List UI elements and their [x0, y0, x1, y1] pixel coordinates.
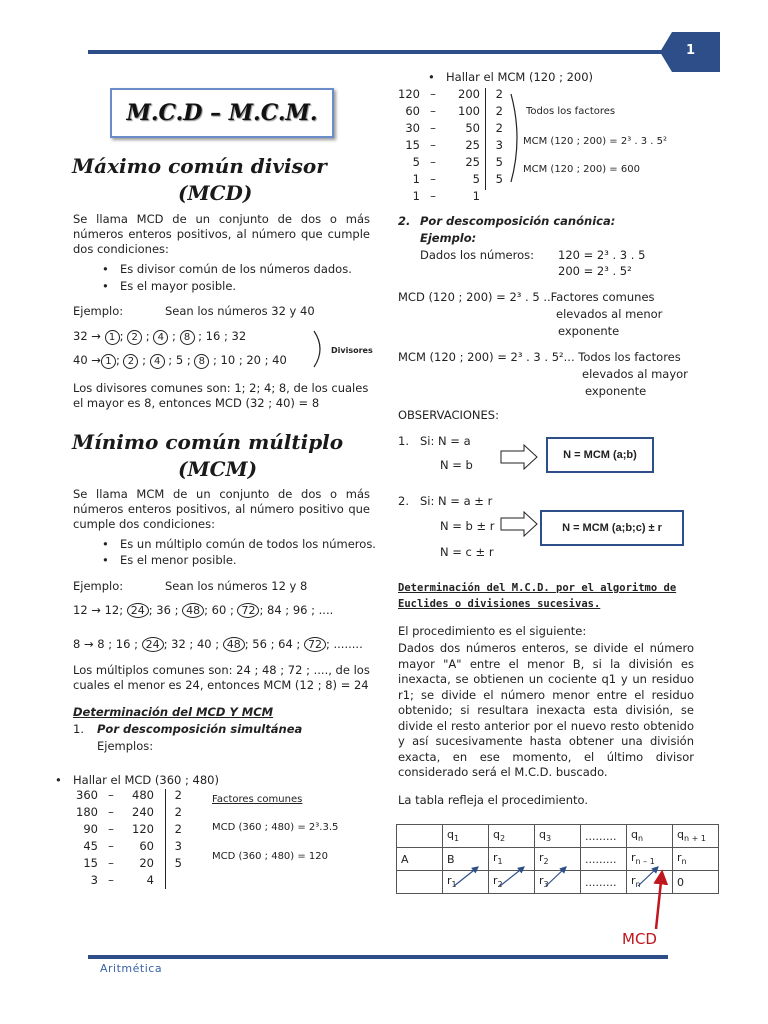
row-label-12: 12 — [73, 603, 88, 617]
obs-1-number: 1. — [398, 434, 409, 448]
example-label-2: Ejemplo: — [73, 579, 124, 593]
mcm-table-col1: 120 60 30 15 5 1 1 — [398, 87, 420, 203]
mcm-heading: Mínimo común múltiplo — [72, 430, 344, 454]
obs-2-number: 2. — [398, 494, 409, 508]
example-label-1: Ejemplo: — [73, 304, 124, 318]
common-multiples-text: Los múltiplos comunes son: 24 ; 48 ; 72 ; ...., de los cuales el menor es 24, entonces MCM (12 ; 8) = 24 — [73, 663, 370, 692]
mcm-table-divider — [485, 88, 486, 190]
mcd-canonical-2: elevados al menor — [556, 307, 663, 321]
divisors-row-40: 40 → 1 ; 2 ; 4 ; 5 ; 8 ; 10 ; 20 ; 40 — [73, 353, 287, 367]
page-number: 1 — [686, 43, 696, 58]
example-text-1: Sean los números 32 y 40 — [165, 304, 315, 318]
mcm-condition-1: • Es un múltiplo común de todos los números. — [120, 537, 376, 552]
common-divisors-text: Los divisores comunes son: 1; 2; 4; 8, de los cuales el mayor es 8, entonces MCD (32 ; 40) = 8 — [73, 381, 369, 410]
mcm-canonical-3: exponente — [585, 384, 647, 398]
given-numbers-label: Dados los números: — [420, 248, 534, 262]
mcm-brace — [509, 92, 523, 184]
method-2-example: Ejemplo: — [420, 231, 477, 245]
example-text-2: Sean los números 12 y 8 — [165, 579, 308, 593]
mcd-table-dashes: – – – – – – — [108, 788, 114, 887]
divisors-label: Divisores — [331, 346, 373, 355]
divisors-brace — [312, 329, 330, 369]
mcd-canonical-3: exponente — [558, 324, 620, 338]
all-factors-label: Todos los factores — [526, 106, 616, 117]
mcd-table-divisors: 2 2 2 3 5 — [174, 788, 182, 870]
method-2-title: Por descomposición canónica: — [420, 214, 616, 228]
obs-1-line-b: N = b — [440, 458, 473, 472]
mcm-condition-2: • Es el menor posible. — [120, 553, 237, 568]
mcd-definition: Se llama MCD de un conjunto de dos o más números enteros positivos, al número que cumple dos condiciones: — [73, 212, 370, 256]
observations-heading: OBSERVACIONES: — [398, 408, 499, 422]
find-mcm-title: • Hallar el MCM (120 ; 200) — [446, 70, 593, 85]
multiples-row-8: 8 → 8 ; 16 ; 24 ; 32 ; 40 ; 48 ; 56 ; 64 ; 72 ; ........ — [73, 637, 363, 651]
determination-heading: Determinación del MCD Y MCM — [73, 705, 274, 719]
page-number-badge — [660, 32, 720, 72]
factor-120: 120 = 2³ . 3 . 5 — [558, 248, 646, 262]
table-row: $q_1$ $q_2$ $q_3$ ......... $q_n$ $q_{n + 1}$ — [397, 825, 719, 848]
mcd-condition-1: • Es divisor común de los números dados. — [120, 262, 352, 277]
method-2-number: 2. — [398, 214, 411, 228]
result-box-1 — [546, 437, 654, 473]
obs-2-line-c: N = c ± r — [440, 545, 494, 559]
arrow-right-icon-2 — [500, 511, 538, 537]
examples-label: Ejemplos: — [97, 739, 154, 753]
procedure-intro: El procedimiento es el siguiente: — [398, 624, 587, 638]
result-box-2-text: N = MCM (a;b;c) ± r — [562, 522, 662, 534]
row-tail-32: ; 16 ; 32 — [198, 329, 247, 343]
page-title: M.C.D – M.C.M. — [126, 100, 318, 126]
mcd-table-col1: 360 180 90 45 15 3 — [76, 788, 98, 887]
procedure-tail: La tabla refleja el procedimiento. — [398, 793, 589, 807]
mcd-condition-2: • Es el mayor posible. — [120, 279, 236, 294]
mcd-formula: MCD (360 ; 480) = 2³.3.5 — [212, 822, 339, 833]
euclid-heading: Determinación del M.C.D. por el algoritmo de Euclides o divisiones sucesivas. — [398, 582, 677, 610]
mcm-table-dashes: – – – – – – – — [430, 87, 436, 203]
mcd-canonical: MCD (120 ; 200) = 2³ . 5 ..Factores comunes — [398, 290, 655, 304]
obs-2-line-a: Si: N = a ± r — [420, 494, 493, 508]
table-row: $r_1$ $r_2$ $r_3$ ......... $r_n$ 0 — [397, 871, 719, 894]
footer-label: Aritmética — [100, 962, 163, 975]
mcm-definition: Se llama MCM de un conjunto de dos o más números enteros positivos, al número positivo que cumple dos condiciones: — [73, 487, 370, 531]
mcd-heading: Máximo común divisor — [72, 154, 327, 178]
row-tail-40: ; 10 ; 20 ; 40 — [213, 353, 287, 367]
mcm-result: MCM (120 ; 200) = 600 — [523, 164, 640, 175]
mcd-arrow-label: MCD — [622, 930, 657, 948]
obs-1-line-a: Si: N = a — [420, 434, 471, 448]
obs-2-line-b: N = b ± r — [440, 519, 495, 533]
find-mcd-title: • Hallar el MCD (360 ; 480) — [73, 773, 219, 788]
result-box-1-text: N = MCM (a;b) — [563, 449, 637, 461]
common-factors-label: Factores comunes — [212, 794, 303, 805]
mcd-heading-abbr: (MCD) — [178, 181, 253, 205]
row-label-40: 40 — [73, 353, 88, 367]
table-row: A B $r_1$ $r_2$ ......... $r_{n - 1}$ $r_n$ — [397, 848, 719, 871]
row-label-8: 8 — [73, 637, 81, 651]
row-label-32: 32 — [73, 329, 88, 343]
arrow-right-icon — [500, 444, 538, 470]
table-arrows — [396, 824, 686, 934]
mcd-result: MCD (360 ; 480) = 120 — [212, 851, 329, 862]
footer-rule — [88, 955, 668, 959]
result-box-2 — [540, 510, 684, 546]
mcd-table-col2: 480 240 120 60 20 4 — [132, 788, 154, 887]
header-rule — [88, 50, 668, 54]
mcm-canonical: MCM (120 ; 200) = 2³ . 3 . 5²... Todos los factores — [398, 350, 681, 364]
method-1-number: 1. — [73, 722, 84, 736]
mcm-heading-abbr: (MCM) — [178, 457, 258, 481]
factor-200: 200 = 2³ . 5² — [558, 264, 632, 278]
multiples-row-12: 12 → 12; 24 ; 36 ; 48 ; 60 ; 72 ; 84 ; 96 ; .... — [73, 603, 334, 617]
title-box — [110, 88, 334, 138]
procedure-text: Dados dos números enteros, se divide el número mayor "A" entre el menor B, si la división es inexacta, se obtienen un cociente q1 y un residuo r1; se divide el número menor entre el residuo obtenido; si resultara inexacta esta división, se divide el resto anterior por el nuevo resto obtenido y así sucesivamente hasta obtener una división exacta, en ese momento, el último divisor considerado será el M.C.D. buscado. — [398, 641, 694, 779]
mcd-table-divider — [165, 789, 166, 889]
mcm-canonical-2: elevados al mayor — [582, 367, 688, 381]
method-1-title: Por descomposición simultánea — [97, 722, 303, 736]
mcm-table-divisors: 2 2 2 3 5 5 — [495, 87, 503, 186]
divisors-row-32: 32 → 1 ; 2 ; 4 ; 8 ; 16 ; 32 — [73, 329, 247, 343]
mcm-table-col2: 200 100 50 25 25 5 1 — [458, 87, 480, 203]
mcm-formula: MCM (120 ; 200) = 2³ . 3 . 5² — [523, 136, 668, 147]
